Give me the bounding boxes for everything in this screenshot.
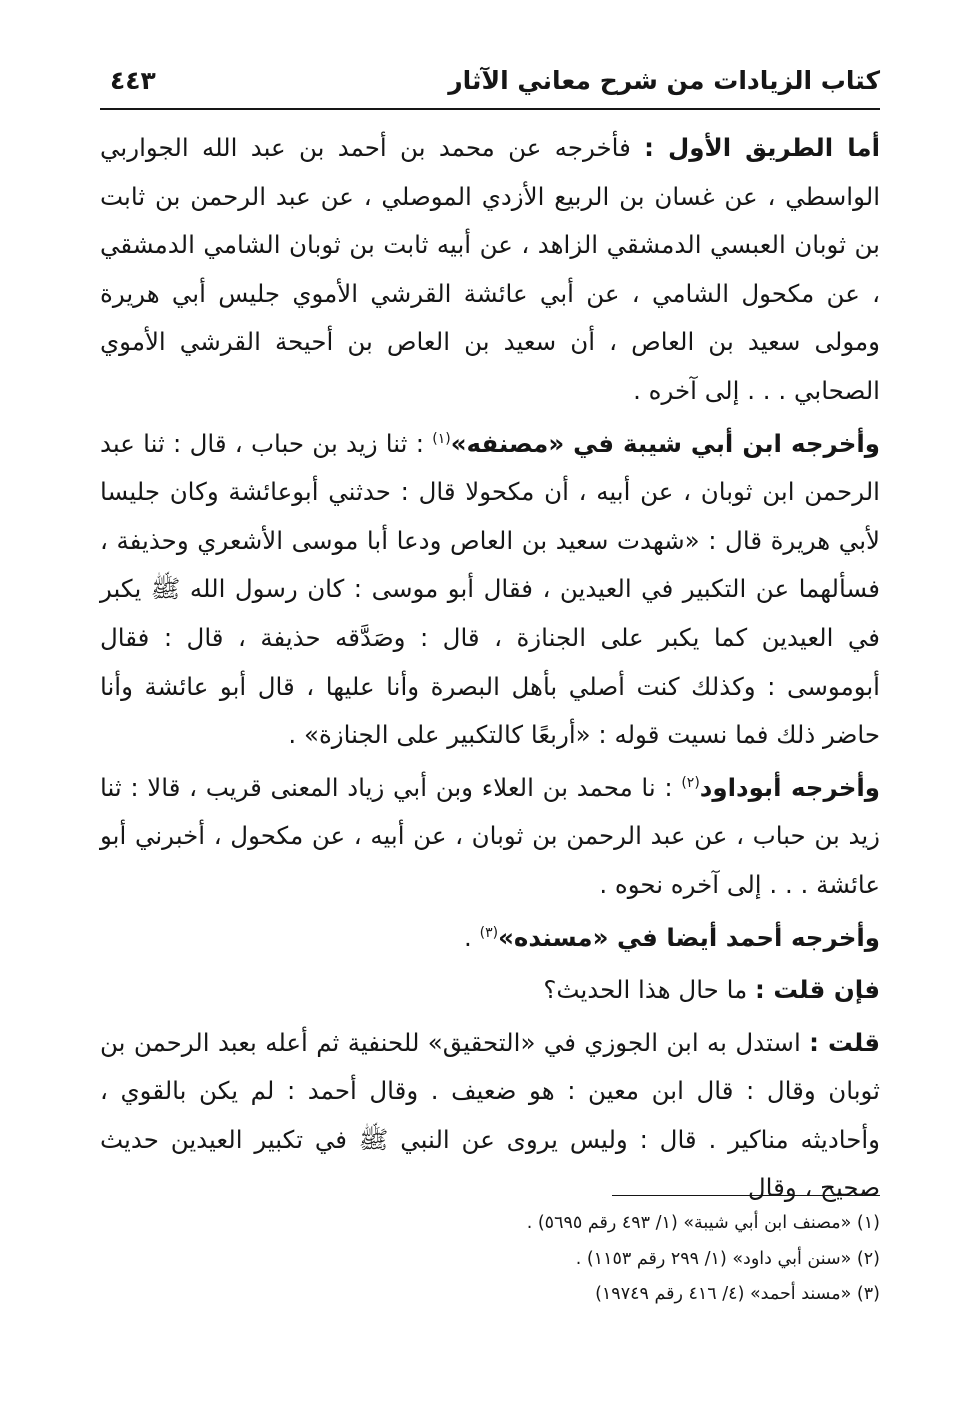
footnote-reference[interactable]: (٣) [479, 924, 499, 941]
paragraph-lead: فإن قلت : [755, 975, 880, 1005]
paragraph-text: فأخرجه عن محمد بن أحمد بن عبد الله الجواربي الواسطي ، عن غسان بن الربيع الأزدي الموصلي ، عن عبد الرحمن بن ثابت بن ثوبان العبسي الدمشقي الزاهد ، عن أبيه ثابت بن ثوبان الشامي الدمشقي ، عن مكحول الشامي ، عن أبي عائشة القرشي الأموي جليس أبي هريرة ومولى سعيد بن العاص ، أن سعيد بن العاص بن أحيحة القرشي الأموي الصحابي . . . إلى آخره . [100, 133, 880, 405]
book-page [100, 0, 880, 1417]
footnote-reference[interactable]: (١) [432, 430, 451, 447]
paragraph-ahmad [100, 914, 880, 963]
paragraph-lead: أما الطريق الأول : [644, 133, 880, 162]
paragraph-first-route [100, 124, 880, 416]
footnote-1: (١) «مصنف ابن أبي شيبة» (١/ ٤٩٣ رقم ٥٦٩٥) . [526, 1213, 880, 1233]
paragraph-lead: وأخرجه أبوداود [699, 772, 880, 802]
paragraph-text: . [464, 922, 480, 952]
paragraph-lead: قلت : [809, 1027, 881, 1057]
paragraph-text: استدل به ابن الجوزي في «التحقيق» للحنفية ثم أعله بعبد الرحمن بن ثوبان وقال : قال ابن معين : هو ضعيف . وقال أحمد : لم يكن بالقوي ، وأحاديثه مناكير . قال : وليس يروى عن النبي ﷺ في تكبير العيدين حديث صحيح ، وقال [100, 1027, 880, 1203]
footnote-3: (٣) «مسند أحمد» (٤/ ٤١٦ رقم ١٩٧٤٩) [595, 1284, 880, 1304]
paragraph-text: : نا محمد بن العلاء وبن أبي زياد المعنى قريب ، قالا : ثنا زيد بن حباب ، عن عبد الرحمن بن ثوبان ، عن أبيه ، عن مكحول ، أخبرني أبو عائشة . . . إلى آخره نحوه . [100, 772, 880, 899]
paragraph-lead: وأخرجه ابن أبي شيبة في «مصنفه» [450, 428, 880, 458]
paragraph-text: ما حال هذا الحديث؟ [543, 975, 755, 1005]
page-header [100, 66, 880, 106]
paragraph-abu-dawud [100, 764, 880, 910]
paragraph-text: : ثنا زيد بن حباب ، قال : ثنا عبد الرحمن ابن ثوبان ، عن أبيه ، أن مكحولا قال : حدثني أبوعائشة وكان جليسا لأبي هريرة قال : «شهدت سعيد بن العاص ودعا أبا موسى الأشعري وحذيفة ، فسألهما عن التكبير في العيدين ، فقال أبو موسى : كان رسول الله ﷺ يكبر في العيدين كما يكبر على الجنازة ، قال : وصَدَّقه حذيفة ، قال : فقال أبوموسى : وكذلك كنت أصلي بأهل البصرة وأنا عليها ، قال أبو عائشة وأنا حاضر ذلك فما نسيت قوله : «أربعًا كالتكبير على الجنازة» . [100, 428, 880, 750]
running-title: كتاب الزيادات من شرح معاني الآثار [448, 66, 880, 95]
footnote-divider [612, 1195, 880, 1196]
paragraph-question [100, 966, 880, 1015]
footnote-reference[interactable]: (٢) [681, 774, 700, 791]
header-divider [100, 108, 880, 110]
footnotes [100, 1206, 880, 1313]
page-number: ٤٤٣ [110, 66, 156, 95]
paragraph-ibn-abi-shayba [100, 420, 880, 760]
paragraph-answer [100, 1019, 880, 1213]
paragraph-lead: وأخرجه أحمد أيضا في «مسنده» [498, 922, 880, 952]
footnote-2: (٢) «سنن أبي داود» (١/ ٢٩٩ رقم ١١٥٣) . [575, 1248, 880, 1269]
main-text [100, 124, 880, 1217]
